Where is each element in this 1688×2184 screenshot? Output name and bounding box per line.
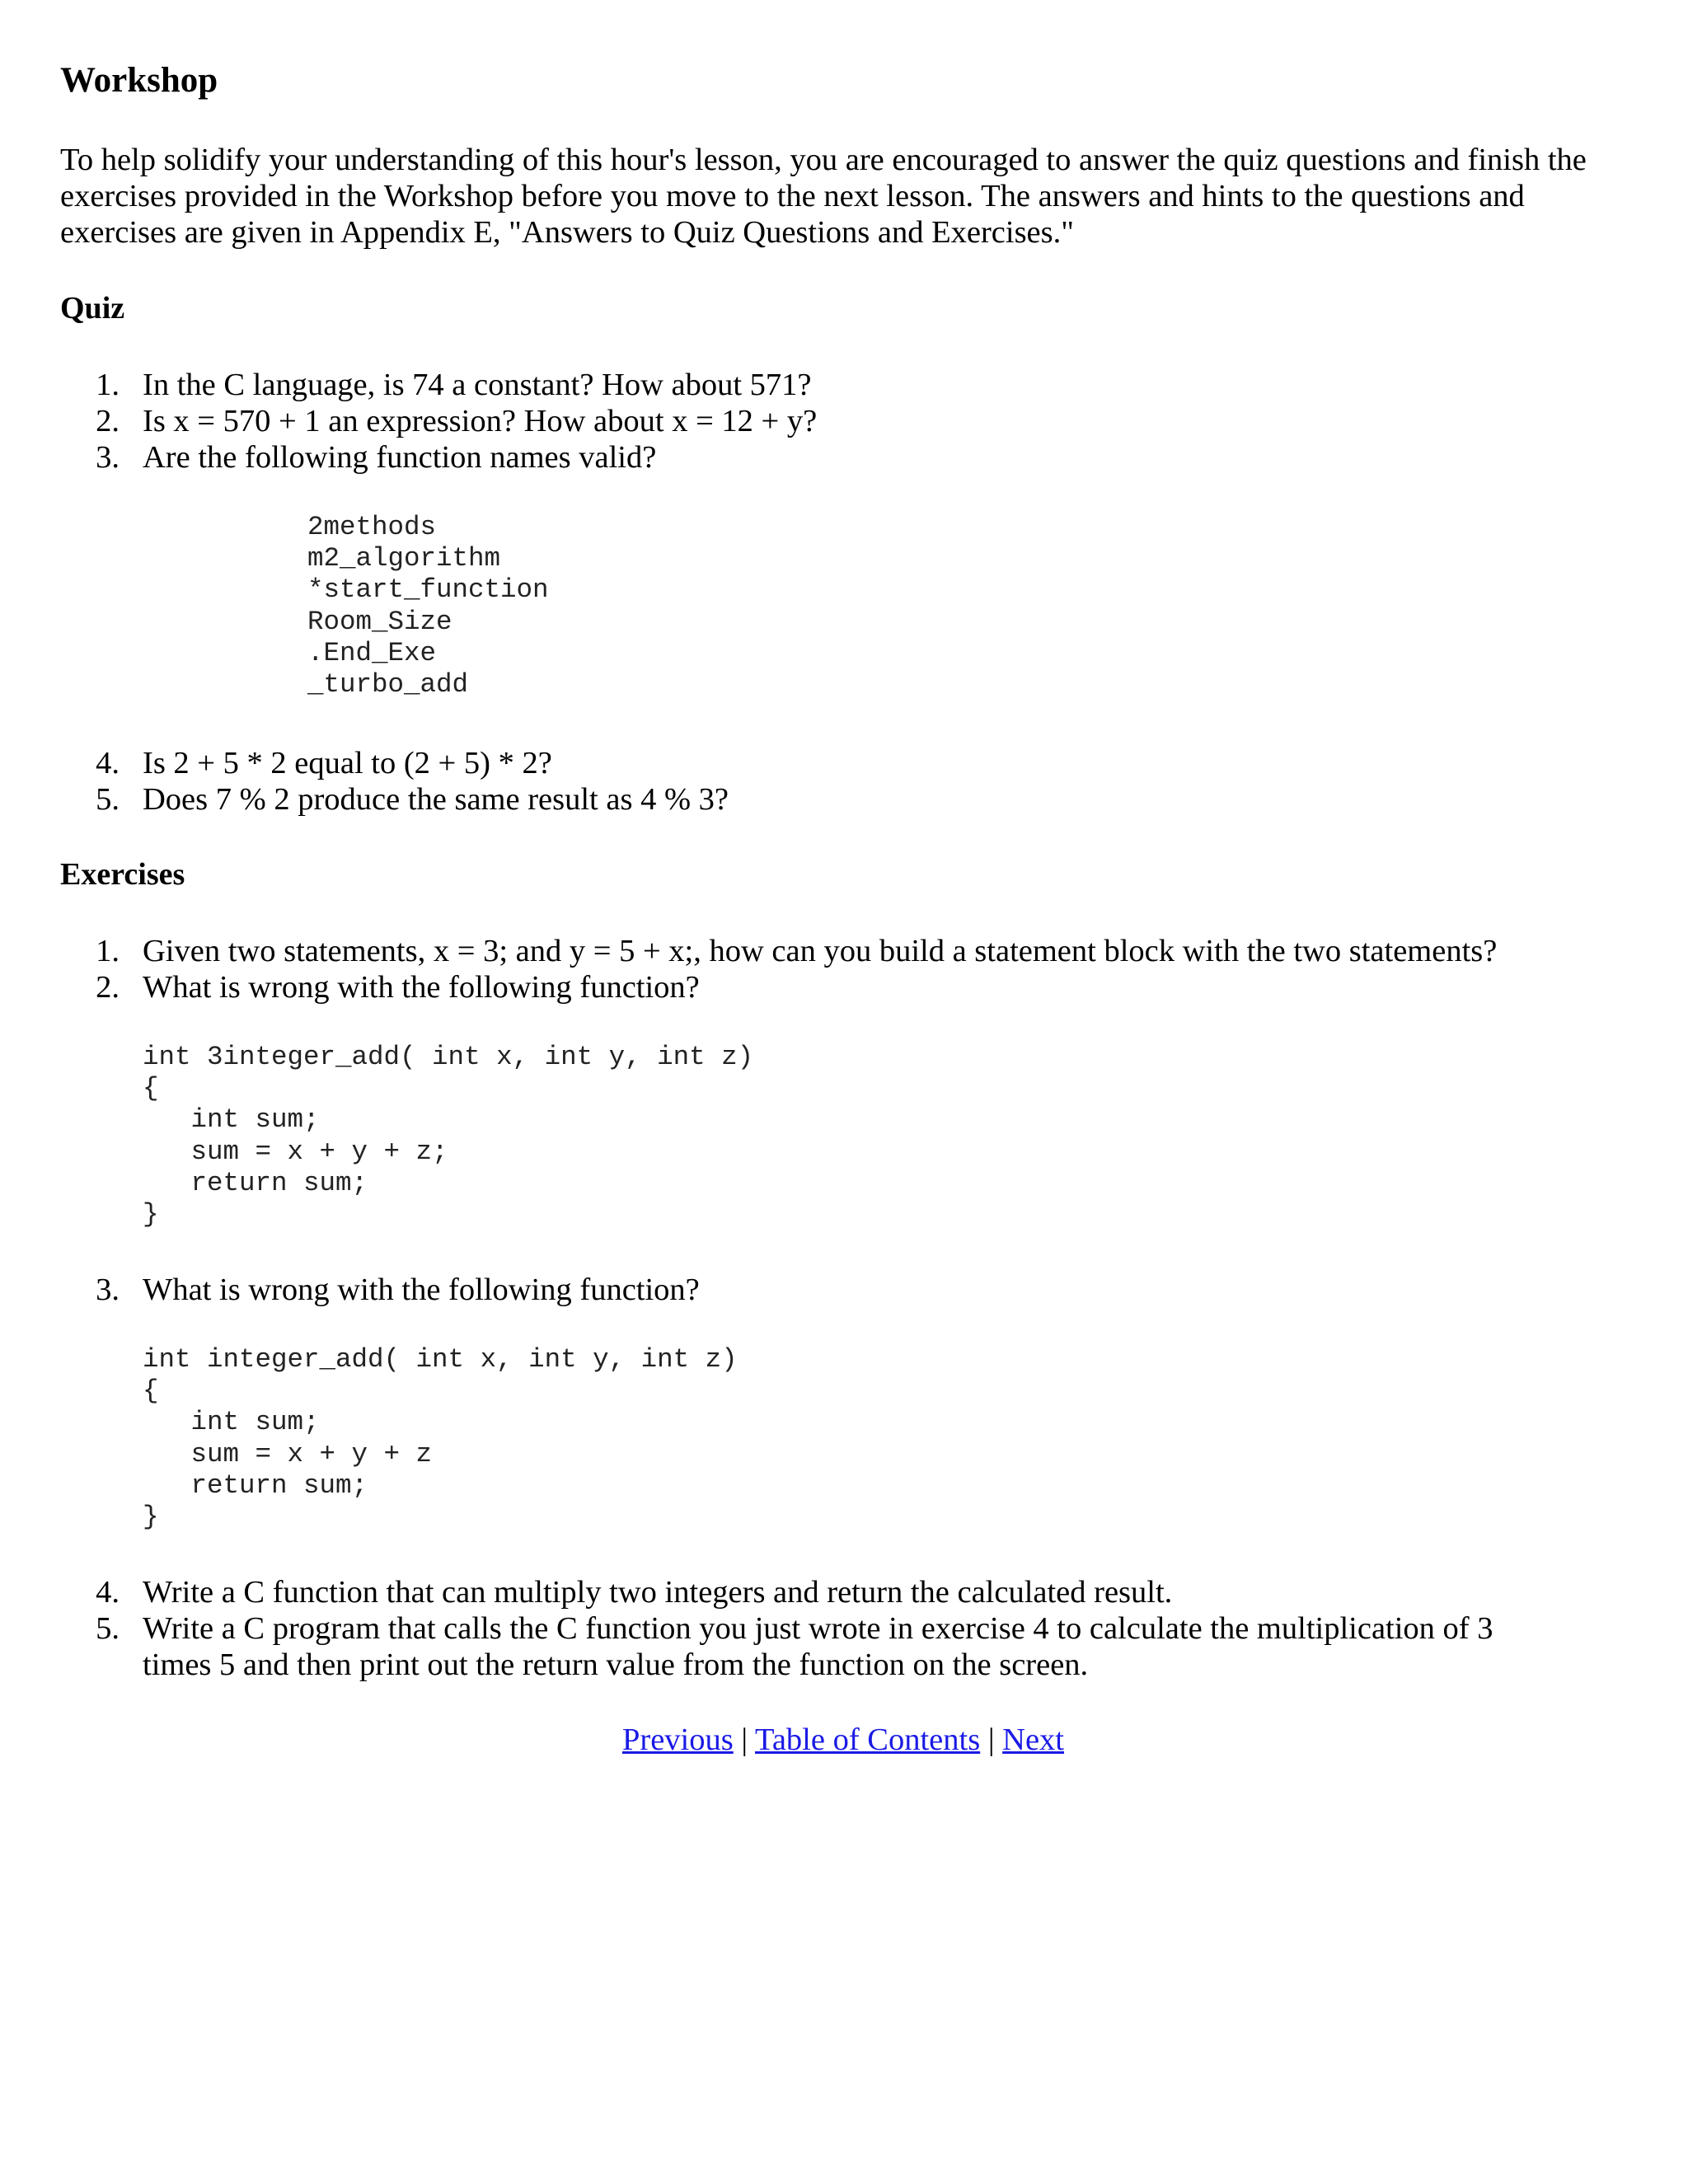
- exercise-item-number: 5.: [96, 1611, 120, 1646]
- intro-paragraph: To help solidify your understanding of this hour's lesson, you are encouraged to answer the quiz questions and finish the exercises provided in the Workshop before you move to the next lesson. The answers and hints to the questions and exercises are given in Appendix E, "Answers to Quiz Questions and Exercises.": [60, 143, 1587, 250]
- quiz-item-text: In the C language, is 74 a constant? How about 571?: [143, 368, 812, 402]
- function-names-code: 2methods m2_algorithm *start_function Room_Size .End_Exe _turbo_add: [307, 512, 549, 701]
- code-block-integer-add: int integer_add( int x, int y, int z) { int sum; sum = x + y + z return sum; }: [143, 1344, 738, 1533]
- quiz-item-text: Are the following function names valid?: [143, 440, 657, 475]
- exercise-item-text: What is wrong with the following function?: [143, 1272, 700, 1307]
- exercise-item-number: 3.: [96, 1272, 120, 1307]
- quiz-item-number: 1.: [96, 368, 120, 402]
- previous-link[interactable]: Previous: [621, 1722, 734, 1757]
- code-block-3integer-add: int 3integer_add( int x, int y, int z) { int sum; sum = x + y + z; return sum; }: [143, 1042, 754, 1230]
- quiz-heading: Quiz: [60, 291, 125, 326]
- nav-separator: |: [987, 1722, 995, 1757]
- quiz-item-number: 4.: [96, 746, 120, 780]
- exercise-item-text: What is wrong with the following function?: [143, 970, 700, 1005]
- quiz-item-text: Is x = 570 + 1 an expression? How about x = 12 + y?: [143, 404, 818, 438]
- exercise-item-text: Write a C function that can multiply two integers and return the calculated result.: [143, 1575, 1173, 1610]
- next-link[interactable]: Next: [1002, 1722, 1064, 1757]
- quiz-item-number: 5.: [96, 782, 120, 817]
- page-title: Workshop: [60, 61, 218, 100]
- quiz-item-number: 3.: [96, 440, 120, 475]
- page-navigation: [60, 1722, 1626, 1758]
- exercise-item-text: Given two statements, x = 3; and y = 5 + x;, how can you build a statement block with the two statements?: [143, 934, 1498, 968]
- nav-separator: |: [741, 1722, 748, 1757]
- exercise-item-number: 4.: [96, 1575, 120, 1610]
- exercise-item-number: 2.: [96, 970, 120, 1005]
- quiz-item-number: 2.: [96, 404, 120, 438]
- quiz-item-text: Is 2 + 5 * 2 equal to (2 + 5) * 2?: [143, 746, 552, 780]
- table-of-contents-link[interactable]: Table of Contents: [755, 1722, 981, 1757]
- exercises-heading: Exercises: [60, 857, 185, 892]
- exercise-item-text: Write a C program that calls the C function you just wrote in exercise 4 to calculate the multiplication of 3: [143, 1611, 1493, 1646]
- quiz-item-text: Does 7 % 2 produce the same result as 4 % 3?: [143, 782, 729, 817]
- exercise-item-text: times 5 and then print out the return value from the function on the screen.: [143, 1647, 1089, 1682]
- exercise-item-number: 1.: [96, 934, 120, 968]
